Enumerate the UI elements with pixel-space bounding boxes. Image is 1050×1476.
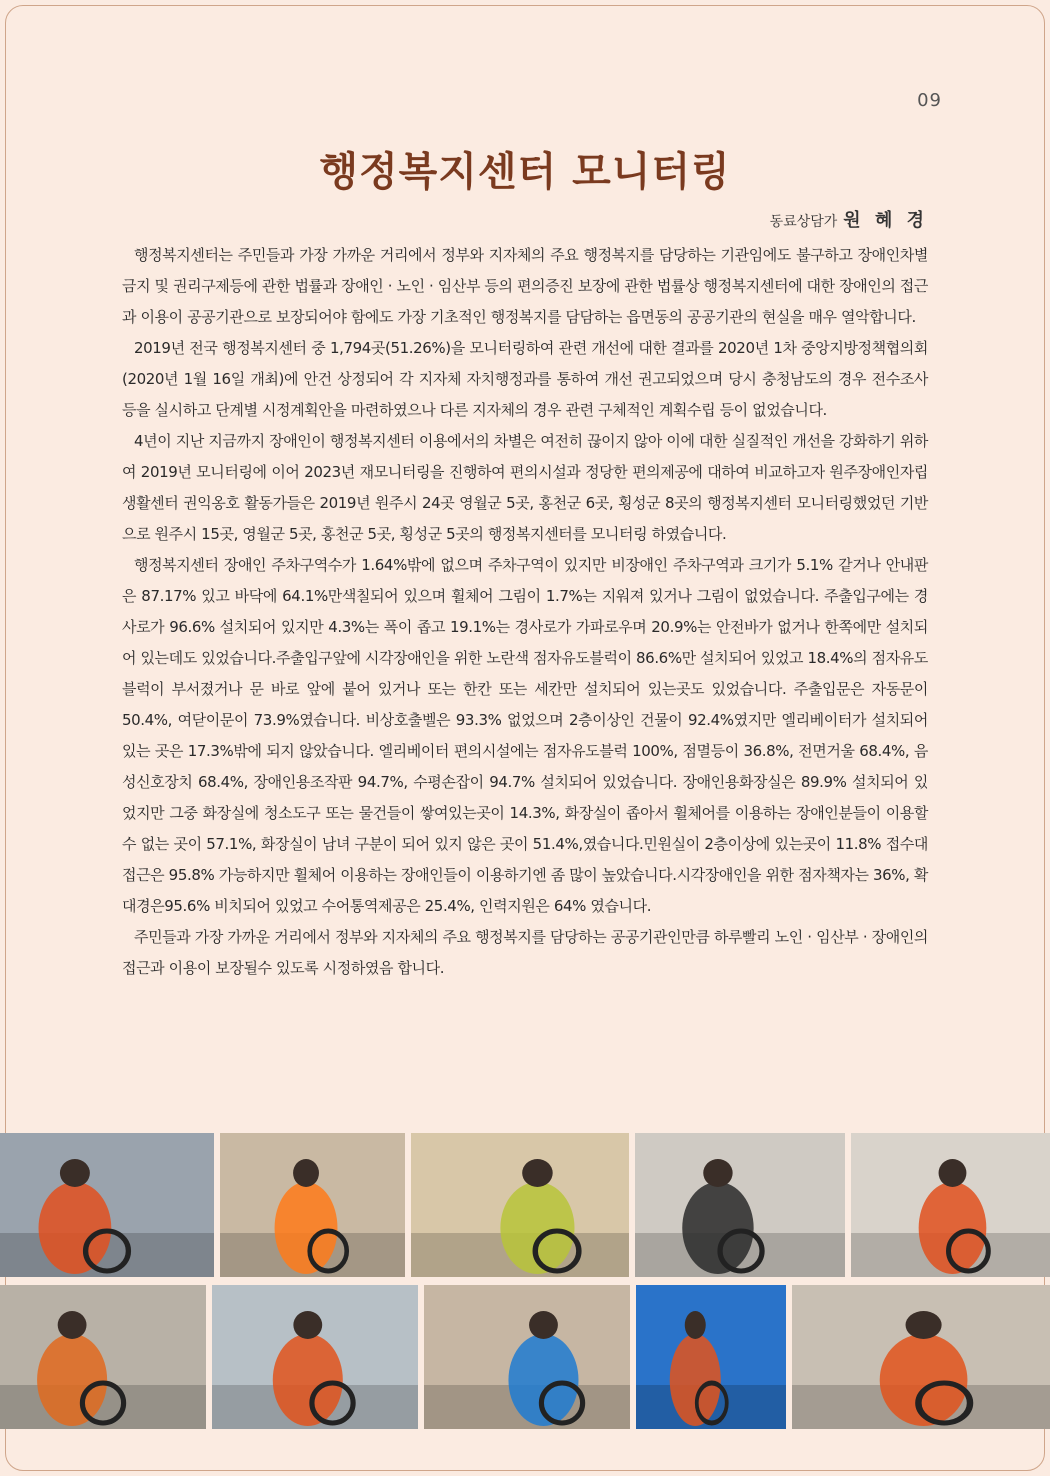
photo-row-bottom <box>0 1285 1050 1429</box>
paragraph: 주민들과 가장 가까운 거리에서 정부와 지자체의 주요 행정복지를 담당하는 공공기관인만큼 하루빨리 노인 · 임산부 · 장애인의 접근과 이용이 보장될수 있도록 시정하였음 합니다. <box>122 928 928 977</box>
page-number: 09 <box>917 90 942 111</box>
article-body <box>122 240 928 984</box>
photo-restroom-toilet <box>851 1133 1050 1277</box>
paragraph: 2019년 전국 행정복지센터 중 1,794곳(51.26%)을 모니터링하여 관련 개선에 대한 결과를 2020년 1차 중앙지방정책협의회(2020년 1월 16일 개최)에 안건 상정되어 각 지자체 자치행정과를 통하여 개선 권고되었으며 당시 충청남도의 경우 전수조사 등을 실시하고 단계별 시정계획안을 마련하였으나 다른 지자체의 경우 관련 구체적인 계획수립 등이 없었습니다. <box>122 339 928 419</box>
author-role: 동료상담가 <box>769 214 838 230</box>
paragraph: 행정복지센터는 주민들과 가장 가까운 거리에서 정부와 지자체의 주요 행정복지를 담당하는 기관임에도 불구하고 장애인차별금지 및 권리구제등에 관한 법률과 장애인 · 노인 · 임산부 등의 편의증진 보장에 관한 법률상 행정복지센터에 대한 장애인의 접근과 이용이 공공기관으로 보장되어야 함에도 가장 기초적인 행정복지를 담담하는 읍면동의 공공기관의 현실을 매우 열악합니다. <box>122 246 928 326</box>
photo-elevator-buttons <box>792 1285 1050 1429</box>
photo-elevator-hall <box>0 1285 206 1429</box>
photo-row-top <box>0 1133 1050 1277</box>
photo-restroom-wheelchair <box>635 1133 845 1277</box>
author-name: 원 혜 경 <box>843 210 928 231</box>
byline <box>770 206 928 232</box>
photo-ramp-entrance <box>220 1133 405 1277</box>
photo-counter-visit <box>0 1133 214 1277</box>
paragraph: 4년이 지난 지금까지 장애인이 행정복지센터 이용에서의 차별은 여전히 끊이지 않아 이에 대한 실질적인 개선을 강화하기 위하여 2019년 모니터링에 이어 2023년 재모니터링을 진행하여 편의시설과 정당한 편의제공에 대하여 비교하고자 원주장애인자립생활센터 권익옹호 활동가들은 2019년 원주시 24곳 영월군 5곳, 홍천군 6곳, 횡성군 8곳의 행정복지센터 모니터링했었던 기반으로 원주시 15곳, 영월군 5곳, 홍천군 5곳, 횡성군 5곳의 행정복지센터를 모니터링 하였습니다. <box>122 432 928 543</box>
paragraph: 행정복지센터 장애인 주차구역수가 1.64%밖에 없으며 주차구역이 있지만 비장애인 주차구역과 크기가 5.1% 같거나 안내판은 87.17% 있고 바닥에 64.1%만색칠되어 있으며 휠체어 그림이 1.7%는 지워져 있거나 그림이 없었습니다. 주출입구에는 경사로가 96.6% 설치되어 있지만 4.3%는 폭이 좁고 19.1%는 경사로가 가파로우며 20.9%는 안전바가 없거나 한쪽에만 설치되어 있는데도 있었습니다.주출입구앞에 시각장애인을 위한 노란색 점자유도블럭이 86.6%만 설치되어 있었고 18.4%의 점자유도블럭이 부서졌거나 문 바로 앞에 붙어 있거나 또는 한칸 또는 세칸만 설치되어 있는곳도 있었습니다. 주출입문은 자동문이 50.4%, 여닫이문이 73.9%였습니다. 비상호출벨은 93.3% 없었으며 2층이상인 건물이 92.4%였지만 엘리베이터가 설치되어 있는 곳은 17.3%밖에 되지 않았습니다. 엘리베이터 편의시설에는 점자유도블럭 100%, 점멸등이 36.8%, 전면거울 68.4%, 음성신호장치 68.4%, 장애인용조작판 94.7%, 수평손잡이 94.7% 설치되어 있었습니다. 장애인용화장실은 89.9% 설치되어 있었지만 그중 화장실에 청소도구 또는 물건들이 쌓여있는곳이 14.3%, 화장실이 좁아서 휠체어를 이용하는 장애인분들이 이용할수 없는 곳이 57.1%, 화장실이 남녀 구분이 되어 있지 않은 곳이 51.4%,였습니다.민원실이 2층이상에 있는곳이 11.8% 접수대 접근은 95.8% 가능하지만 휠체어 이용하는 장애인들이 이용하기엔 좀 많이 높았습니다.시각장애인을 위한 점자책자는 36%, 확대경은95.6% 비치되어 있었고 수어통역제공은 25.4%, 인력지원은 64% 였습니다. <box>122 556 928 915</box>
photo-outdoor-stairs <box>212 1285 418 1429</box>
photo-waiting-chairs <box>411 1133 629 1277</box>
page-title: 행정복지센터 모니터링 <box>319 149 731 195</box>
photo-trash-bin-door <box>424 1285 630 1429</box>
photo-parking-lot <box>636 1285 786 1429</box>
